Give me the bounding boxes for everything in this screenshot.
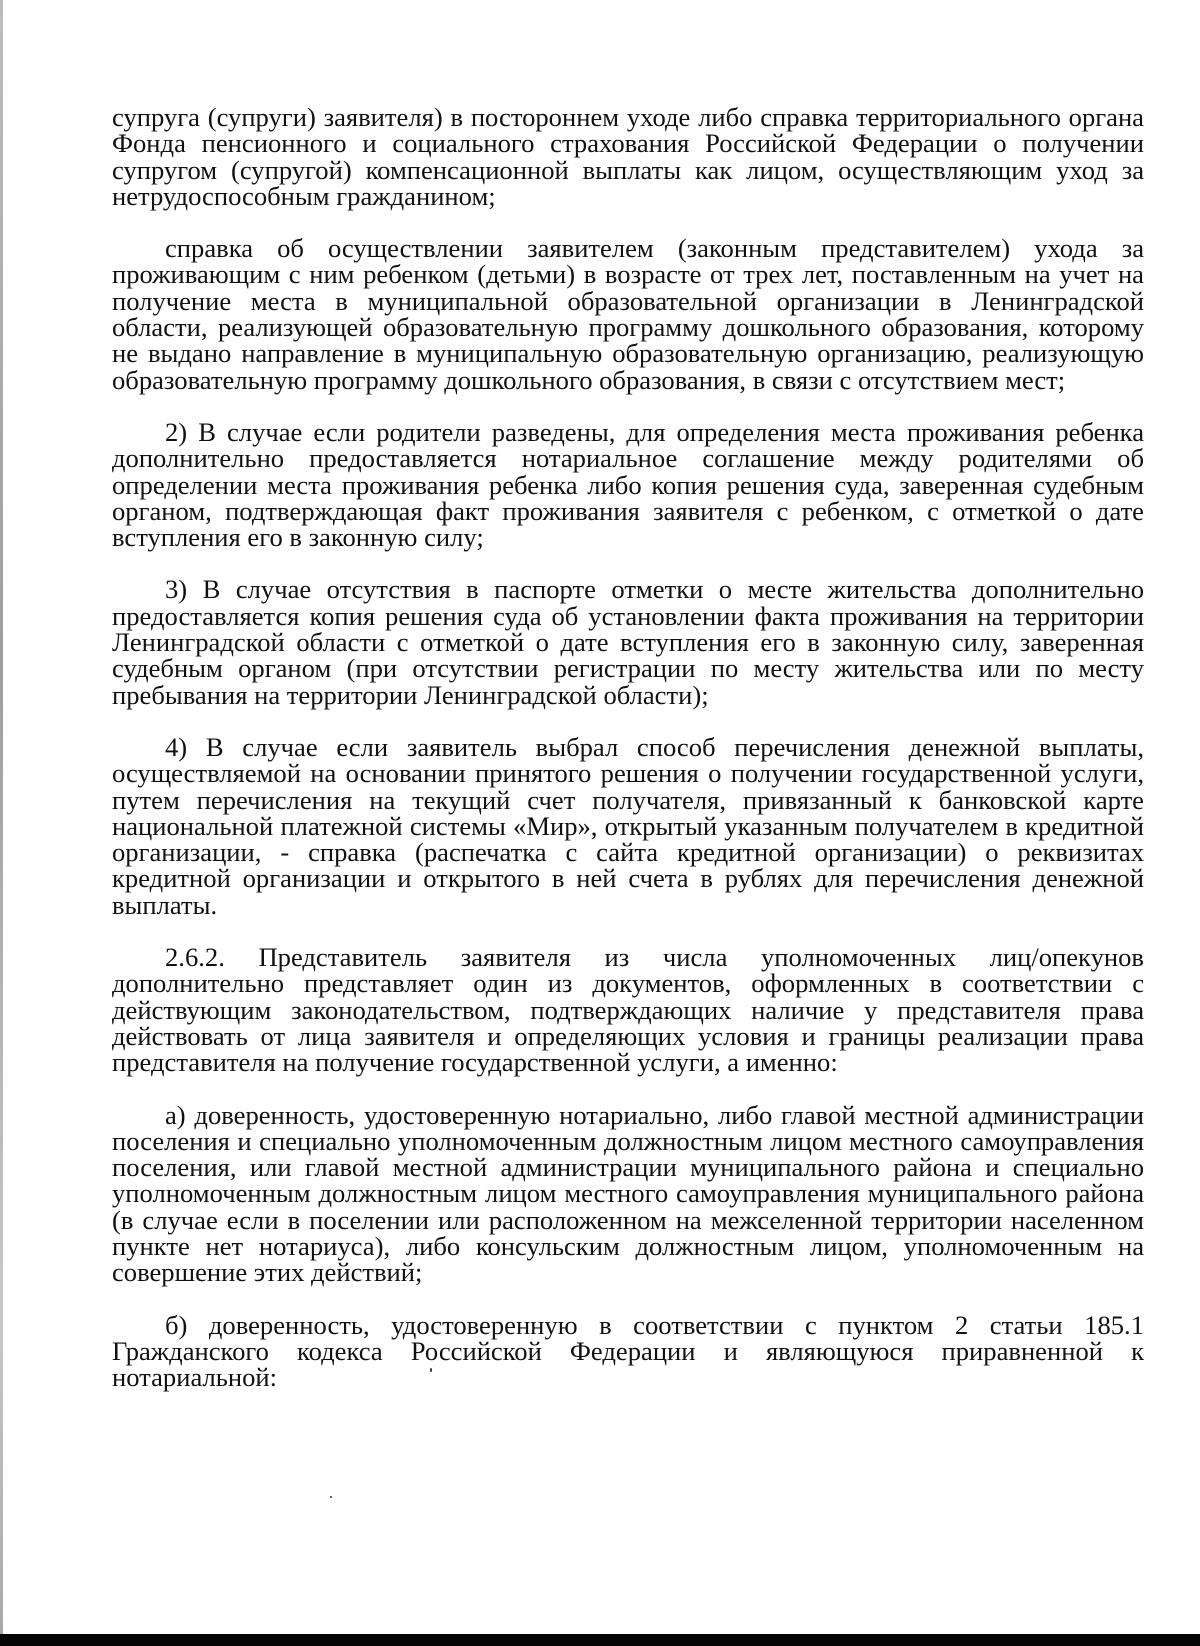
paragraph-child-care-certificate: справка об осуществлении заявителем (законным представителем) ухода за проживающим с ним ребенком (детьми) в возрасте от трех лет, поставленным на учет на получение места в муниципальной образовательной организации в Ленинградской области, реализующей образовательную программу дошкольного образования, которому не выдано направление в муниципальную образовательную организацию, реализующую образовательную программу дошкольного образования, в связи с отсутствием мест; — [112, 233, 1144, 395]
scan-edge-left — [0, 0, 3, 1646]
paragraph-2-6-2-representative: 2.6.2. Представитель заявителя из числа уполномоченных лиц/опекунов дополнительно представляет один из документов, оформленных в соответствии с действующим законодательством, подтверждающих наличие у представителя права действовать от лица заявителя и определяющих условия и границы реализации права представителя на получение государственной услуги, а именно: — [112, 942, 1144, 1078]
scan-speck — [430, 1368, 432, 1372]
scan-speck — [330, 1496, 332, 1498]
document-body — [112, 102, 1144, 1393]
scan-edge-bottom — [0, 1634, 1200, 1646]
paragraph-b-equivalent-power-of-attorney: б) доверенность, удостоверенную в соответствии с пунктом 2 статьи 185.1 Гражданского кодекса Российской Федерации и являющуюся приравненной к нотариальной: — [112, 1309, 1144, 1393]
paragraph-item-4-payment-method: 4) В случае если заявитель выбрал способ перечисления денежной выплаты, осуществляемой на основании принятого решения о получении государственной услуги, путем перечисления на текущий счет получателя, привязанный к банковской карте национальной платежной системы «Мир», открытый указанным получателем в кредитной организации, - справка (распечатка с сайта кредитной организации) о реквизитах кредитной организации и открытого в ней счета в рублях для перечисления денежной выплаты. — [112, 731, 1144, 920]
paragraph-item-2-divorced-parents: 2) В случае если родители разведены, для определения места проживания ребенка дополнительно предоставляется нотариальное соглашение между родителями об определении места проживания ребенка либо копия решения суда, заверенная судебным органом, подтверждающая факт проживания заявителя с ребенком, с отметкой о дате вступления его в законную силу; — [112, 416, 1144, 553]
paragraph-item-3-residence: 3) В случае отсутствия в паспорте отметки о месте жительства дополнительно предоставляется копия решения суда об установлении факта проживания на территории Ленинградской области с отметкой о дате вступления его в законную силу, заверенная судебным органом (при отсутствии регистрации по месту жительства или по месту пребывания на территории Ленинградской области); — [112, 574, 1144, 710]
paragraph-spouse-care-certificate: супруга (супруги) заявителя) в постороннем уходе либо справка территориального органа Фонда пенсионного и социального страхования Российской Федерации о получении супругом (супругой) компенсационной выплаты как лицом, осуществляющим уход за нетрудоспособным гражданином; — [112, 102, 1144, 211]
paragraph-a-notarized-power-of-attorney: а) доверенность, удостоверенную нотариально, либо главой местной администрации поселения и специально уполномоченным должностным лицом местного самоуправления поселения, или главой местной администрации муниципального района и специально уполномоченным должностным лицом местного самоуправления муниципального района (в случае если в поселении или расположенном на межселенной территории населенном пункте нет нотариуса), либо консульским должностным лицом, уполномоченным на совершение этих действий; — [112, 1099, 1144, 1288]
